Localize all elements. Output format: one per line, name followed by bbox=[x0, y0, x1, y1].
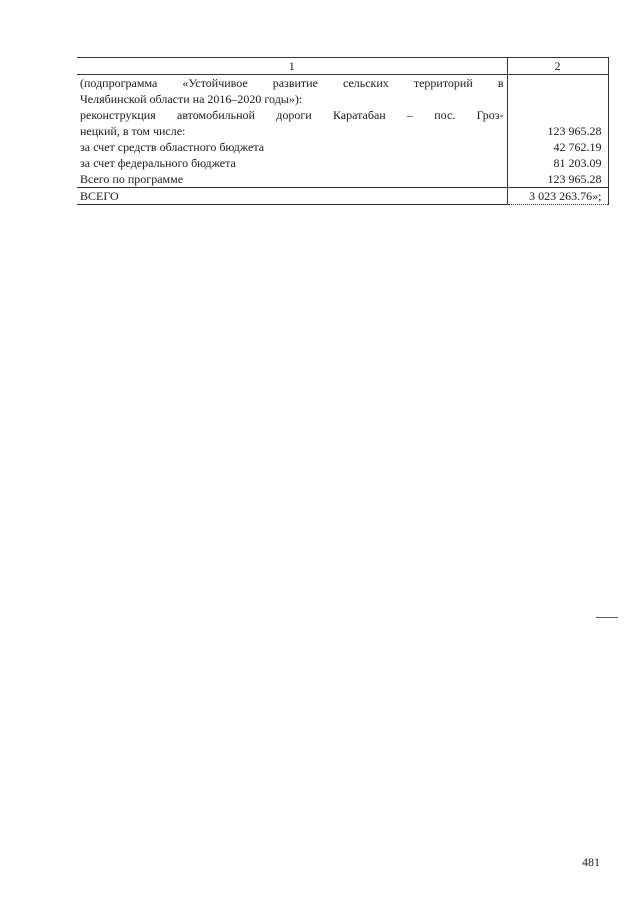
table-row bbox=[77, 91, 608, 107]
grand-total-value: 3 023 263.76»; bbox=[507, 188, 608, 205]
row-text: Челябинской области на 2016–2020 годы»): bbox=[80, 92, 303, 106]
grand-total-label: ВСЕГО bbox=[77, 188, 507, 205]
table-row bbox=[77, 123, 608, 139]
table-row bbox=[77, 155, 608, 171]
program-total-row bbox=[77, 171, 608, 188]
program-total-value: 123 965.28 bbox=[507, 171, 608, 188]
row-value bbox=[507, 107, 608, 123]
row-text: нецкий, в том числе: bbox=[80, 124, 186, 138]
program-total-label: Всего по программе bbox=[77, 171, 507, 188]
row-value: 42 762.19 bbox=[507, 139, 608, 155]
header-col-1: 1 bbox=[77, 58, 507, 75]
row-value: 81 203.09 bbox=[507, 155, 608, 171]
header-col-2: 2 bbox=[507, 58, 608, 75]
page-number: 481 bbox=[582, 855, 600, 869]
row-value: 123 965.28 bbox=[507, 123, 608, 139]
row-value bbox=[507, 75, 608, 92]
row-text: реконструкция автомобильной дороги Каратабан – пос. Гроз- bbox=[80, 108, 504, 122]
table-row bbox=[77, 75, 608, 92]
scan-artifact-line bbox=[596, 617, 618, 618]
table-row bbox=[77, 139, 608, 155]
table-header-row bbox=[77, 58, 608, 75]
table-row bbox=[77, 107, 608, 123]
row-text: за счет средств областного бюджета bbox=[80, 140, 265, 154]
row-value bbox=[507, 91, 608, 107]
row-text: (подпрограмма «Устойчивое развитие сельских территорий в bbox=[80, 76, 504, 90]
grand-total-row bbox=[77, 188, 608, 205]
row-text: за счет федерального бюджета bbox=[80, 156, 236, 170]
budget-table bbox=[77, 57, 609, 205]
